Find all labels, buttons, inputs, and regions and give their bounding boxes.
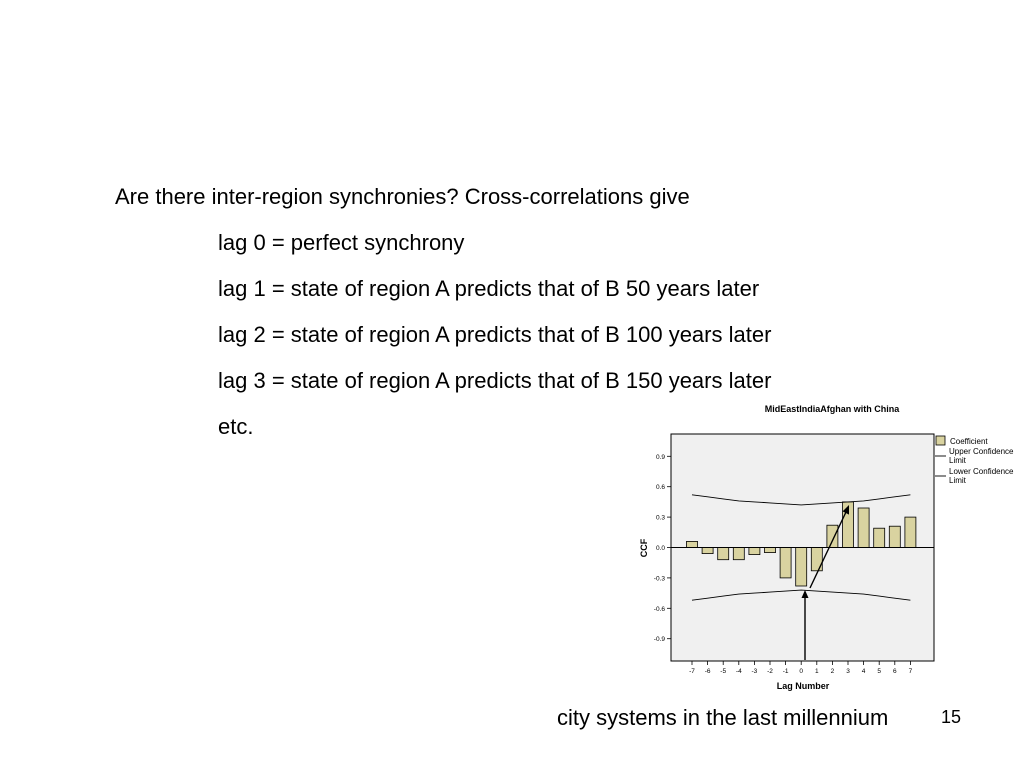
x-tick-label: 7 <box>908 668 913 675</box>
bar-lag--4 <box>733 548 744 560</box>
y-tick-label: 0.9 <box>655 453 665 461</box>
lag-3-line: lag 3 = state of region A predicts that of B 150 years later <box>218 368 772 393</box>
x-tick-label: 3 <box>846 668 850 675</box>
x-tick-label: -7 <box>689 668 695 675</box>
bar-lag-1 <box>811 548 822 571</box>
y-tick-label: -0.3 <box>653 575 665 583</box>
y-tick-label: 0.6 <box>655 484 665 492</box>
bar-lag--1 <box>780 548 791 578</box>
etc-line: etc. <box>218 414 254 439</box>
x-tick-label: 4 <box>861 668 866 675</box>
bar-lag--2 <box>765 548 776 553</box>
lag-0-line: lag 0 = perfect synchrony <box>218 230 465 255</box>
legend <box>935 436 1020 489</box>
y-axis-label: CCF <box>639 538 649 558</box>
slide-number: 15 <box>941 707 962 727</box>
legend-lcl-label: Lower Confidence Limit <box>949 467 1014 485</box>
x-tick-label: -6 <box>704 668 711 675</box>
chart-title: MidEastIndiaAfghan with China <box>764 404 900 414</box>
lag-1-line: lag 1 = state of region A predicts that of B 50 years later <box>218 276 760 301</box>
bar-lag-4 <box>858 508 869 548</box>
y-tick-label: 0.3 <box>655 514 665 522</box>
bar-lag-2 <box>827 525 838 547</box>
x-tick-label: -4 <box>735 668 742 675</box>
legend-coefficient-swatch <box>936 436 945 445</box>
x-tick-label: 5 <box>877 668 882 675</box>
y-tick-label: -0.9 <box>653 636 665 644</box>
bar-lag--5 <box>718 548 729 560</box>
x-tick-label: 2 <box>830 668 835 675</box>
x-tick-label: -2 <box>767 668 773 675</box>
y-tick-label: 0.0 <box>655 545 665 552</box>
legend-ucl-label: Upper Confidence Limit <box>949 447 1014 465</box>
y-tick-label: -0.6 <box>653 605 665 613</box>
bar-lag--6 <box>702 548 713 554</box>
x-tick-label: -3 <box>751 668 758 675</box>
legend-coefficient-label: Coefficient <box>950 437 988 446</box>
bar-lag-6 <box>889 526 900 547</box>
x-axis-label: Lag Number <box>776 681 830 691</box>
lag-2-line: lag 2 = state of region A predicts that of B 100 years later <box>218 322 772 347</box>
bar-lag--3 <box>749 548 760 555</box>
slide-intro: Are there inter-region synchronies? Cross-correlations give <box>115 184 690 209</box>
x-tick-label: -1 <box>782 668 789 675</box>
bar-lag-0 <box>796 548 807 587</box>
x-tick-label: 1 <box>814 668 819 675</box>
slide-footer: city systems in the last millennium <box>557 705 889 730</box>
x-tick-label: 6 <box>892 668 897 675</box>
ccf-chart <box>620 398 1020 694</box>
bar-lag-5 <box>874 528 885 547</box>
x-tick-label: -5 <box>720 668 727 675</box>
x-tick-label: 0 <box>799 668 804 675</box>
bar-lag-7 <box>905 517 916 547</box>
bar-lag--7 <box>687 541 698 547</box>
